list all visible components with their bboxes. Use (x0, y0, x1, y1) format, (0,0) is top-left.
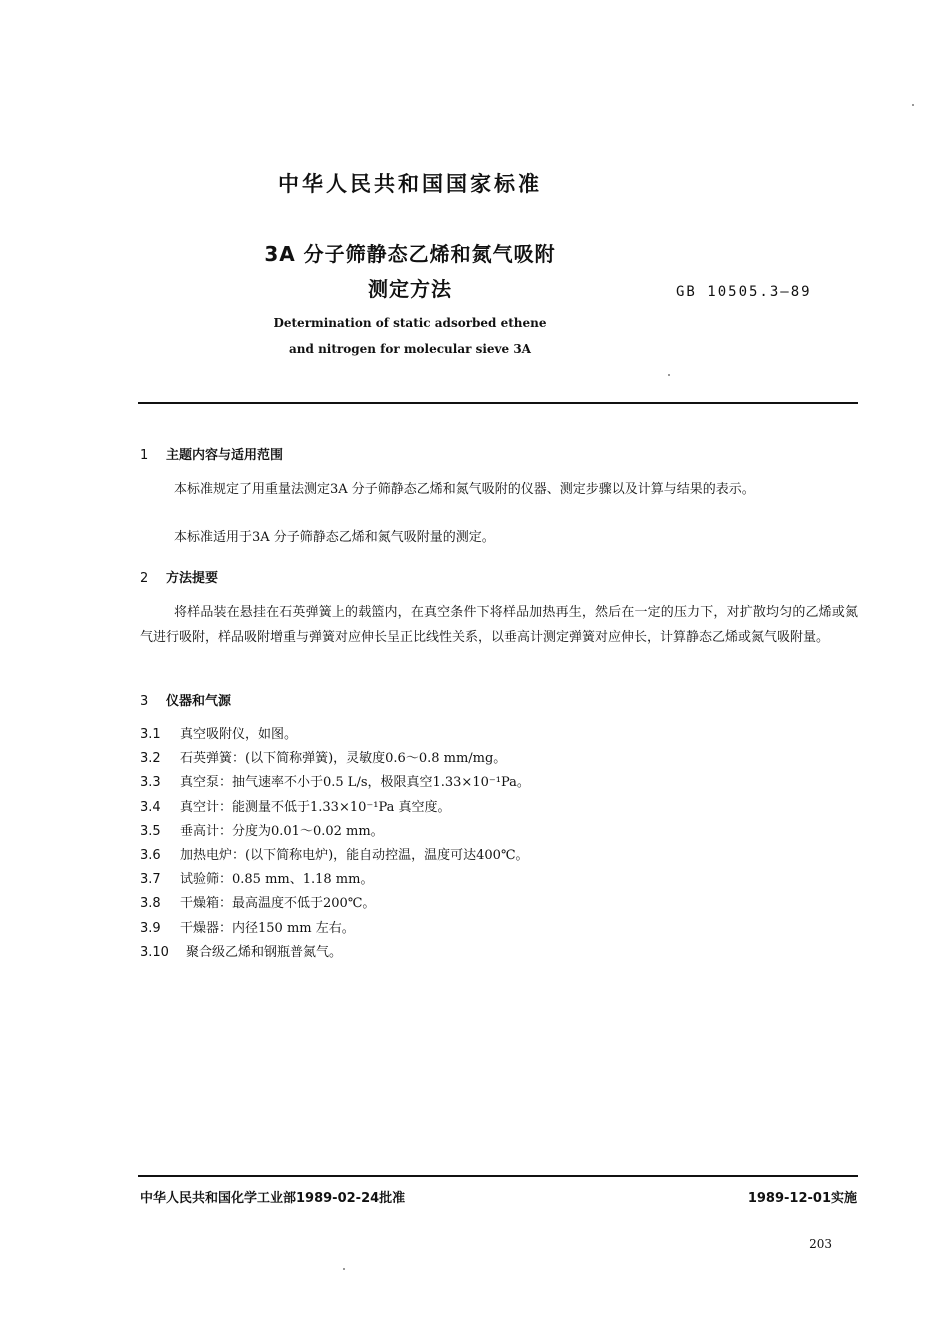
effective-date: 1989-12-01实施 (747, 1191, 857, 1206)
english-title-line2: and nitrogen for molecular sieve 3A (289, 342, 531, 356)
list-item: 3.4 真空计：能测量不低于1.33×10⁻¹Pa 真空度。 (140, 799, 451, 815)
approval-statement: 中华人民共和国化学工业部1989-02-24批准 (140, 1191, 406, 1206)
section-number: 2 (140, 571, 149, 586)
list-item: 3.5 垂高计：分度为0.01～0.02 mm。 (140, 823, 384, 839)
footer-divider (138, 1175, 858, 1177)
section-title: 仪器和气源 (166, 694, 232, 709)
section-title: 主题内容与适用范围 (166, 448, 284, 463)
section-1-paragraph-2: 本标准适用于3A 分子筛静态乙烯和氮气吸附量的测定。 (174, 530, 495, 545)
list-item: 3.8 干燥箱：最高温度不低于200℃。 (140, 896, 376, 912)
english-title-line1: Determination of static adsorbed ethene (273, 316, 547, 330)
header-divider (138, 402, 858, 404)
list-item: 3.9 干燥器：内径150 mm 左右。 (140, 920, 355, 936)
standard-number: GB 10505.3—89 (676, 284, 812, 300)
list-item: 3.6 加热电炉：(以下简称电炉)，能自动控温，温度可达400℃。 (140, 847, 529, 863)
section-1-heading (140, 444, 283, 463)
document-title-line2: 测定方法 (368, 277, 452, 301)
section-2-heading (140, 567, 218, 586)
list-item: 3.3 真空泵：抽气速率不小于0.5 L/s，极限真空1.33×10⁻¹Pa。 (140, 775, 530, 791)
document-title-line1: 3A 分子筛静态乙烯和氮气吸附 (264, 242, 556, 266)
section-1-paragraph-1: 本标准规定了用重量法测定3A 分子筛静态乙烯和氮气吸附的仪器、测定步骤以及计算与结果的表示。 (174, 482, 755, 497)
list-item: 3.7 试验筛：0.85 mm、1.18 mm。 (140, 872, 374, 888)
scan-speck (912, 104, 914, 106)
list-item: 3.2 石英弹簧：(以下简称弹簧)，灵敏度0.6～0.8 mm/mg。 (140, 751, 507, 767)
section-number: 1 (140, 448, 149, 463)
equipment-list (140, 723, 858, 965)
section-number: 3 (140, 694, 149, 709)
section-2-paragraph-1: 将样品装在悬挂在石英弹簧上的载篮内，在真空条件下将样品加热再生，然后在一定的压力下，对扩散均匀的乙烯或氮气进行吸附，样品吸附增重与弹簧对应伸长呈正比线性关系，以垂高计测定弹簧对应伸长，计算静态乙烯或氮气吸附量。 (140, 605, 858, 645)
list-item: 3.1 真空吸附仪，如图。 (140, 727, 298, 742)
page-number: 203 (809, 1237, 832, 1251)
national-standard-title: 中华人民共和国国家标准 (278, 172, 542, 196)
list-item: 3.10 聚合级乙烯和钢瓶普氮气。 (140, 944, 343, 960)
section-3-heading (140, 690, 231, 709)
section-title: 方法提要 (166, 571, 219, 586)
scan-speck (343, 1268, 345, 1270)
scan-speck (668, 374, 670, 376)
